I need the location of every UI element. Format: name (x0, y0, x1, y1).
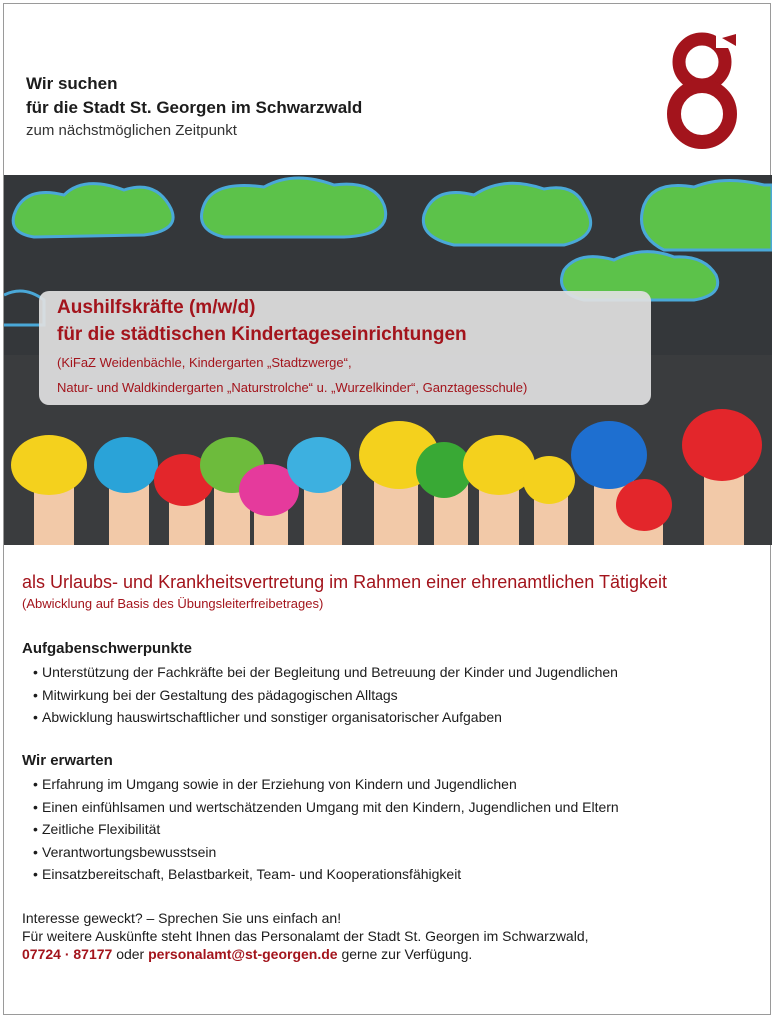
facilities-line-1: (KiFaZ Weidenbächle, Kindergarten „Stadtzwerge“, (57, 355, 352, 370)
list-item-text: Einsatzbereitschaft, Belastbarkeit, Team- und Kooperationsfähigkeit (42, 866, 462, 882)
chalk-cloud-2 (202, 178, 386, 237)
bullet: • (33, 686, 38, 703)
job-title: Aushilfskräfte (m/w/d) (57, 297, 256, 318)
contact-line-2: Für weitere Auskünfte steht Ihnen das Personalamt der Stadt St. Georgen im Schwarzwald, (22, 928, 589, 944)
position-description: als Urlaubs- und Krankheitsvertretung im Rahmen einer ehrenamtlichen Tätigkeit (22, 572, 667, 592)
job-title-banner (39, 291, 651, 405)
list-item-text: Einen einfühlsamen und wertschätzenden Umgang mit den Kindern, Jugendlichen und Eltern (42, 798, 619, 815)
list-item-text: Zeitliche Flexibilität (42, 821, 161, 837)
phone-number[interactable]: 07724 · 87177 (22, 946, 113, 962)
bullet: • (33, 709, 38, 725)
list-item (33, 818, 619, 841)
expectations-list (22, 773, 619, 886)
position-note: (Abwicklung auf Basis des Übungsleiterfreibetrages) (22, 596, 324, 611)
bullet: • (33, 798, 38, 815)
email-link[interactable]: personalamt@st-georgen.de (148, 946, 338, 962)
tasks-section (22, 640, 618, 729)
list-item (33, 684, 618, 707)
list-item (33, 796, 619, 819)
header-line-2: für die Stadt St. Georgen im Schwarzwald (26, 98, 363, 117)
list-item-text: Verantwortungsbewusstsein (42, 843, 217, 860)
list-item (33, 661, 618, 684)
contact-tail: gerne zur Verfügung. (337, 946, 473, 962)
tasks-heading: Aufgabenschwerpunkte (22, 640, 193, 657)
list-item-text: Unterstützung der Fachkräfte bei der Begleitung und Betreuung der Kinder und Jugendlichen (42, 664, 618, 680)
contact-or: oder (112, 946, 149, 962)
list-item-text: Abwicklung hauswirtschaftlicher und sonstiger organisatorischer Aufgaben (42, 709, 502, 725)
contact-block (22, 909, 589, 963)
header-line-3: zum nächstmöglichen Zeitpunkt (26, 122, 237, 139)
list-item (33, 706, 618, 729)
list-item (33, 841, 619, 864)
list-item-text: Erfahrung im Umgang sowie in der Erziehung von Kindern und Jugendlichen (42, 776, 517, 792)
tasks-list (22, 661, 618, 729)
job-title-line-2: für die städtischen Kindertageseinrichtungen (57, 324, 467, 345)
bullet: • (33, 866, 38, 882)
st-georgen-8-logo-icon (664, 30, 740, 152)
chalk-cloud-3 (423, 183, 590, 245)
bullet: • (33, 776, 38, 792)
expectations-heading: Wir erwarten (22, 752, 113, 769)
bullet: • (33, 664, 38, 680)
bullet: • (33, 821, 38, 837)
header-line-1: Wir suchen (26, 74, 118, 93)
facilities-line-2: Natur- und Waldkindergarten „Naturstrolche“ u. „Wurzelkinder“, Ganztagesschule) (57, 380, 528, 395)
intro (22, 572, 667, 611)
bullet: • (33, 843, 38, 860)
list-item (33, 863, 619, 886)
header (26, 72, 362, 142)
expectations-section (22, 752, 619, 886)
chalk-cloud-4 (642, 180, 773, 250)
list-item (33, 773, 619, 796)
contact-line-1: Interesse geweckt? – Sprechen Sie uns einfach an! (22, 910, 342, 926)
list-item-text: Mitwirkung bei der Gestaltung des pädagogischen Alltags (42, 686, 398, 703)
contact-line-3 (22, 945, 589, 963)
